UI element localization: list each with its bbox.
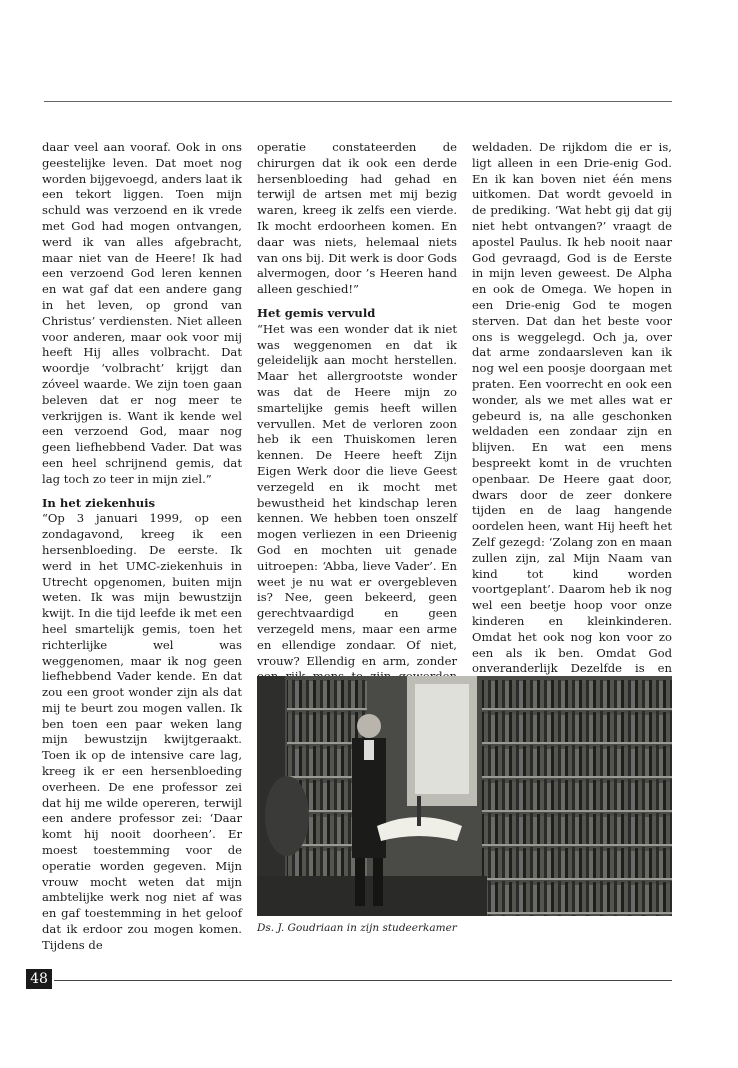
photo-caption: Ds. J. Goudriaan in zijn studeerkamer [257, 922, 457, 934]
column-2 [257, 140, 457, 701]
paragraph: “Het was een wonder dat ik niet was weggenomen en dat ik geleidelijk aan mocht herstellen. Maar het allergrootste wonder was dat de Heere mijn zo smartelijke gemis heeft willen vervullen. Met de verloren zoon heb ik een Thuiskomen leren kennen. De Heere heeft Zijn Eigen Werk door die lieve Geest verzegeld en ik mocht met bewustheid het kindschap leren kennen. We hebben toen onszelf mogen verliezen in een Drieenig God en mochten uit genade uitroepen: ‘Abba, lieve Vader’. En weet je nu wat er overgebleven is? Nee, geen bekeerd, geen gerechtvaardigd en geen verzegeld mens, maar een arme en ellendige zondaar. Of niet, vrouw? Ellendig en arm, zonder [257, 321, 457, 668]
paragraph: weldaden. De rijkdom die er is, ligt alleen in een Drie-enig God. En ik kan boven niet één mens uitkomen. Dat wordt gevoeld in de prediking. ‘Wat hebt gij dat gij niet hebt ontvangen?’ vraagt de apostel Paulus. Ik heb nooit naar God gevraagd, God is de Eerste in mijn leven geweest. De Alpha en ook de Omega. We hopen in een Drie-enig God te mogen sterven. Dat dan het beste voor ons is weggelegd. Och ja, over dat arme zondaarsleven kan ik nog wel een poosje doorgaan met praten. Een voorrecht en ook een wonder, als we met alles wat er gebeurd is, na alle geschonken weldaden een zondaar zijn en blijven. En wat een mens bespreekt komt in de vruchten openbaar. De Heere gaat door, dwars door de zeer donkere tijden en de laag hangende oordelen heen, want Hij heeft het Zelf gezegd: ‘Zolang zon en maan zullen zijn, zal Mijn Naam van kind tot kind worden voortgeplant’. Daarom heb ik nog wel een beetje hoop voor onze kinderen en kleinkinderen. Omdat het ook nog kon voor zo een als ik ben. Omdat God onveranderlijk Dezelfde is en [472, 140, 672, 676]
top-rule [44, 101, 672, 102]
column-3 [472, 140, 672, 693]
bottom-rule [54, 980, 672, 981]
study-room-photo [257, 676, 672, 916]
bookshelf-scene [257, 676, 672, 916]
paragraph: daar veel aan vooraf. Ook in ons geestelijke leven. Dat moet nog worden bijgevoegd, anders laat ik een tekort liggen. Toen mijn schuld was verzoend en ik vrede met God had mogen ontvangen, werd ik van alles afgebracht, maar niet van de Heere! Ik had een verzoend God leren kennen en wat gaf dat een andere gang in het leven, op grond van Christus’ verdiensten. Niet alleen voor anderen, maar ook voor mij heeft Hij alles volbracht. Dat woordje ‘volbracht’ krijgt dan zóveel waarde. We zijn toen gaan beleven dat er nog meer te verkrijgen is. Want ik kende wel een verzoend God, maar nog geen liefhebbend Vader. Dat was een heel schrijnend gemis, dat lag toch zo teer in mijn ziel.” [42, 140, 242, 486]
section-heading: Het gemis vervuld [257, 305, 376, 320]
section-heading: In het ziekenhuis [42, 495, 156, 510]
paragraph: operatie constateerden de chirurgen dat ik ook een derde hersenbloeding had gehad en terwijl de artsen met mij bezig waren, kreeg ik zelfs een vierde. Ik mocht erdoorheen komen. En daar was niets, helemaal niets van ons bij. Dit werk is door Gods alvermogen, door ’s Heeren hand alleen geschied!” [257, 140, 457, 297]
column-1 [42, 140, 242, 954]
paragraph: “Op 3 januari 1999, op een zondagavond, kreeg ik een hersenbloeding. De eerste. Ik werd in het UMC-ziekenhuis in Utrecht opgenomen, buiten mijn weten. Ik was mijn bewustzijn kwijt. In die tijd leefde ik met een heel smartelijk gemis, toen het richterlijke wel was weggenomen, maar ik nog geen liefhebbend Vader kende. En dat zou een groot wonder zijn als dat mij te beurt zou mogen vallen. Ik ben toen een paar weken lang mijn bewustzijn kwijtgeraakt. Toen ik op de intensive care lag, kreeg ik er een hersenbloeding overheen. De ene professor zei dat hij me wilde opereren, terwijl een andere professor zei: ‘Daar komt hij nooit doorheen’. Er moest toestemming voor de operatie worden gegeven. Mijn vrouw mocht weten dat mijn ambtelijke werk nog niet af was en gaf toestemming in het geloof dat ik erdoor zou mogen komen. Tijdens de [42, 511, 242, 952]
page-number: 48 [26, 969, 52, 989]
